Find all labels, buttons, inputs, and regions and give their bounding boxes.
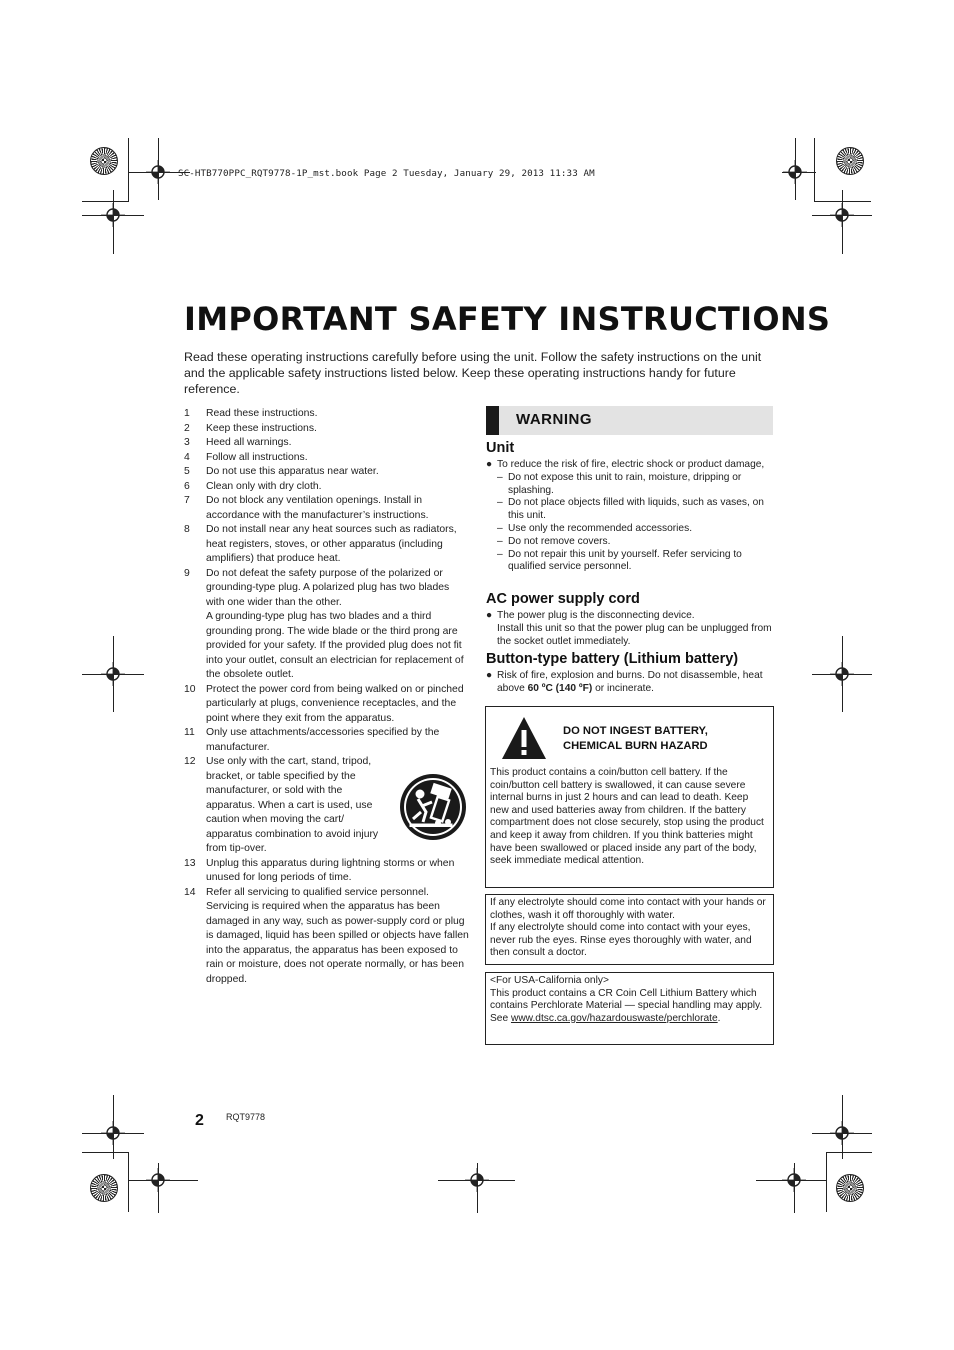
dash-icon: – — [497, 497, 503, 509]
unit-dash-text: Do not repair this unit by yourself. Refer servicing to qualified service personnel. — [508, 548, 742, 573]
ac-bullet-text: The power plug is the disconnecting device. — [497, 610, 695, 621]
list-item-number: 5 — [184, 466, 190, 477]
color-target-icon — [90, 147, 118, 175]
dash-icon: – — [497, 548, 503, 560]
registration-mark-icon — [783, 160, 807, 184]
color-target-icon — [90, 1174, 118, 1202]
list-item — [184, 451, 470, 466]
list-item — [184, 436, 470, 451]
unit-dash-text: Use only the recommended accessories. — [508, 522, 693, 534]
ac-cord-warnings — [486, 610, 774, 648]
cart-tipover-icon — [398, 772, 468, 842]
section-heading-unit: Unit — [486, 440, 515, 456]
list-item — [184, 857, 470, 886]
list-item-number: 3 — [184, 437, 190, 448]
list-item-number: 6 — [184, 480, 190, 492]
instructions-list — [184, 407, 470, 987]
registration-mark-icon — [101, 662, 125, 686]
list-item-number: 9 — [184, 567, 190, 579]
dash-icon: – — [497, 471, 503, 483]
battery-bullet-text: or incinerate. — [592, 682, 654, 694]
list-item-text: Keep these instructions. — [206, 422, 317, 434]
list-item — [184, 523, 470, 567]
list-item-number: 14 — [184, 886, 196, 898]
section-heading-battery: Button-type battery (Lithium battery) — [486, 651, 739, 667]
bullet-icon: ● — [486, 459, 493, 470]
list-item-text: Use only with the cart, stand, tripod, bracket, or table specified by the manufacturer, or sold with the apparatus. When a cart is used, use caution when moving the cart/ apparatus combination to avoid injury from tip-over. — [206, 756, 379, 854]
list-item-text: A grounding-type plug has two blades and a third grounding prong. The wide blade or the third prong are provided for your safety. If the provided plug does not fit into your outlet, consult an electrician for replacement of the obsolete outlet. — [206, 611, 464, 680]
battery-bullet-text: Risk of fire, explosion and burns. Do not disassemble, heat above — [497, 670, 763, 694]
color-target-icon — [836, 1174, 864, 1202]
list-item-number: 2 — [184, 422, 190, 434]
list-item-number: 12 — [184, 756, 196, 767]
electrolyte-line: If any electrolyte should come into contact with your eyes, never rub the eyes. Rinse eyes thoroughly with water, and then consult a doctor. — [490, 922, 752, 959]
section-heading-ac-cord: AC power supply cord — [486, 591, 640, 607]
list-item-text: Do not use this apparatus near water. — [206, 466, 379, 477]
registration-mark-icon — [830, 203, 854, 227]
page-number: 2 — [195, 1112, 204, 1129]
registration-mark-icon — [782, 1168, 806, 1192]
unit-dash-text: Do not remove covers. — [508, 535, 611, 547]
document-code: RQT9778 — [226, 1112, 266, 1122]
california-label: <For USA-California only> — [490, 975, 609, 986]
battery-hazard-box — [485, 706, 774, 888]
list-item-text: Read these instructions. — [206, 408, 318, 419]
print-slug: SC-HTB770PPC_RQT9778-1P_mst.book Page 2 Tuesday, January 29, 2013 11:33 AM — [178, 168, 595, 179]
hazard-title-line: DO NOT INGEST BATTERY, — [563, 725, 708, 737]
list-item — [184, 422, 470, 437]
registration-mark-icon — [830, 662, 854, 686]
list-item — [184, 683, 470, 727]
california-see-label: See — [490, 1012, 511, 1024]
color-target-icon — [836, 147, 864, 175]
list-item-text: Clean only with dry cloth. — [206, 480, 322, 492]
warning-banner-marker — [486, 406, 499, 435]
bullet-icon: ● — [486, 610, 493, 621]
california-period: . — [717, 1012, 721, 1024]
registration-mark-icon — [465, 1168, 489, 1192]
dash-icon: – — [497, 522, 503, 534]
registration-mark-icon — [101, 203, 125, 227]
unit-dash-text: Do not expose this unit to rain, moisture, dripping or splashing. — [508, 471, 742, 496]
warning-triangle-icon — [500, 715, 548, 761]
california-box — [485, 972, 774, 1045]
list-item — [184, 567, 470, 683]
list-item-text: Do not block any ventilation openings. Install in accordance with the manufacturer’s instructions. — [206, 495, 429, 521]
dash-icon: – — [497, 535, 503, 547]
ac-bullet-text: Install this unit so that the power plug can be unplugged from the socket outlet immediately. — [497, 622, 772, 647]
list-item — [184, 886, 470, 988]
list-item — [184, 494, 470, 523]
unit-warnings — [486, 459, 774, 574]
list-item-text: Only use attachments/accessories specified by the manufacturer. — [206, 727, 440, 753]
list-item — [184, 480, 470, 495]
perchlorate-link[interactable]: www.dtsc.ca.gov/hazardouswaste/perchlorate — [510, 1012, 718, 1024]
battery-warnings — [486, 670, 774, 696]
list-item-text: Protect the power cord from being walked on or pinched particularly at plugs, convenience receptacles, and the point where they exit from the apparatus. — [206, 683, 464, 724]
hazard-title-line: CHEMICAL BURN HAZARD — [563, 740, 708, 752]
list-item-number: 7 — [184, 495, 190, 506]
list-item-number: 8 — [184, 524, 190, 535]
unit-bullet-text: To reduce the risk of fire, electric shock or product damage, — [497, 459, 765, 470]
list-item-text: Do not install near any heat sources such as radiators, heat registers, stoves, or other apparatus (including amplifiers) that produce heat. — [206, 524, 457, 564]
list-item-text: Unplug this apparatus during lightning storms or when unused for long periods of time. — [206, 857, 455, 883]
registration-mark-icon — [146, 160, 170, 184]
battery-temperature: 60 ºC (140 ºF) — [527, 682, 593, 694]
list-item-text: Follow all instructions. — [206, 451, 308, 463]
electrolyte-box — [485, 894, 774, 965]
registration-mark-icon — [146, 1168, 170, 1192]
intro-paragraph: Read these operating instructions carefully before using the unit. Follow the safety instructions on the unit and the applicable safety instructions listed below. Keep these operating instructions handy for future reference. — [184, 350, 762, 396]
list-item-number: 11 — [184, 727, 195, 738]
list-item-text: Do not defeat the safety purpose of the polarized or grounding-type plug. A polarized plug has two blades with one wider than the other. — [206, 567, 450, 608]
page-title: IMPORTANT SAFETY INSTRUCTIONS — [184, 300, 831, 338]
electrolyte-line: If any electrolyte should come into contact with your hands or clothes, wash it off thoroughly with water. — [490, 897, 766, 921]
warning-label: WARNING — [516, 411, 592, 428]
list-item-number: 13 — [184, 857, 196, 869]
list-item — [184, 407, 470, 422]
list-item-text: Heed all warnings. — [206, 437, 292, 448]
list-item-number: 10 — [184, 683, 196, 695]
list-item-number: 4 — [184, 451, 190, 463]
electrolyte-text — [490, 897, 770, 960]
registration-mark-icon — [830, 1121, 854, 1145]
registration-mark-icon — [101, 1121, 125, 1145]
california-text — [490, 975, 770, 1025]
list-item — [184, 726, 470, 755]
hazard-text: This product contains a coin/button cell battery. If the coin/button cell battery is swallowed, it can cause severe internal burns in just 2 hours and can lead to death. Keep new and used batteries away from children. If the battery compartment does not close securely, stop using the product and keep it away from children. If you think batteries might have been swallowed or placed inside any part of the body, seek immediate medical attention. — [490, 767, 764, 867]
hazard-title — [563, 724, 708, 754]
list-item — [184, 465, 470, 480]
bullet-icon: ● — [486, 670, 493, 681]
list-item-text: Refer all servicing to qualified service personnel. Servicing is required when the apparatus has been damaged in any way, such as power-supply cord or plug is damaged, liquid has been spilled or objects have fallen into the apparatus, the apparatus has been exposed to rain or moisture, does not operate normally, or has been dropped. — [206, 886, 469, 985]
list-item-number: 1 — [184, 408, 190, 419]
california-body: This product contains a CR Coin Cell Lithium Battery which contains Perchlorate Material — special handling may apply. — [490, 987, 763, 1012]
unit-dash-text: Do not place objects filled with liquids, such as vases, on this unit. — [508, 497, 764, 522]
